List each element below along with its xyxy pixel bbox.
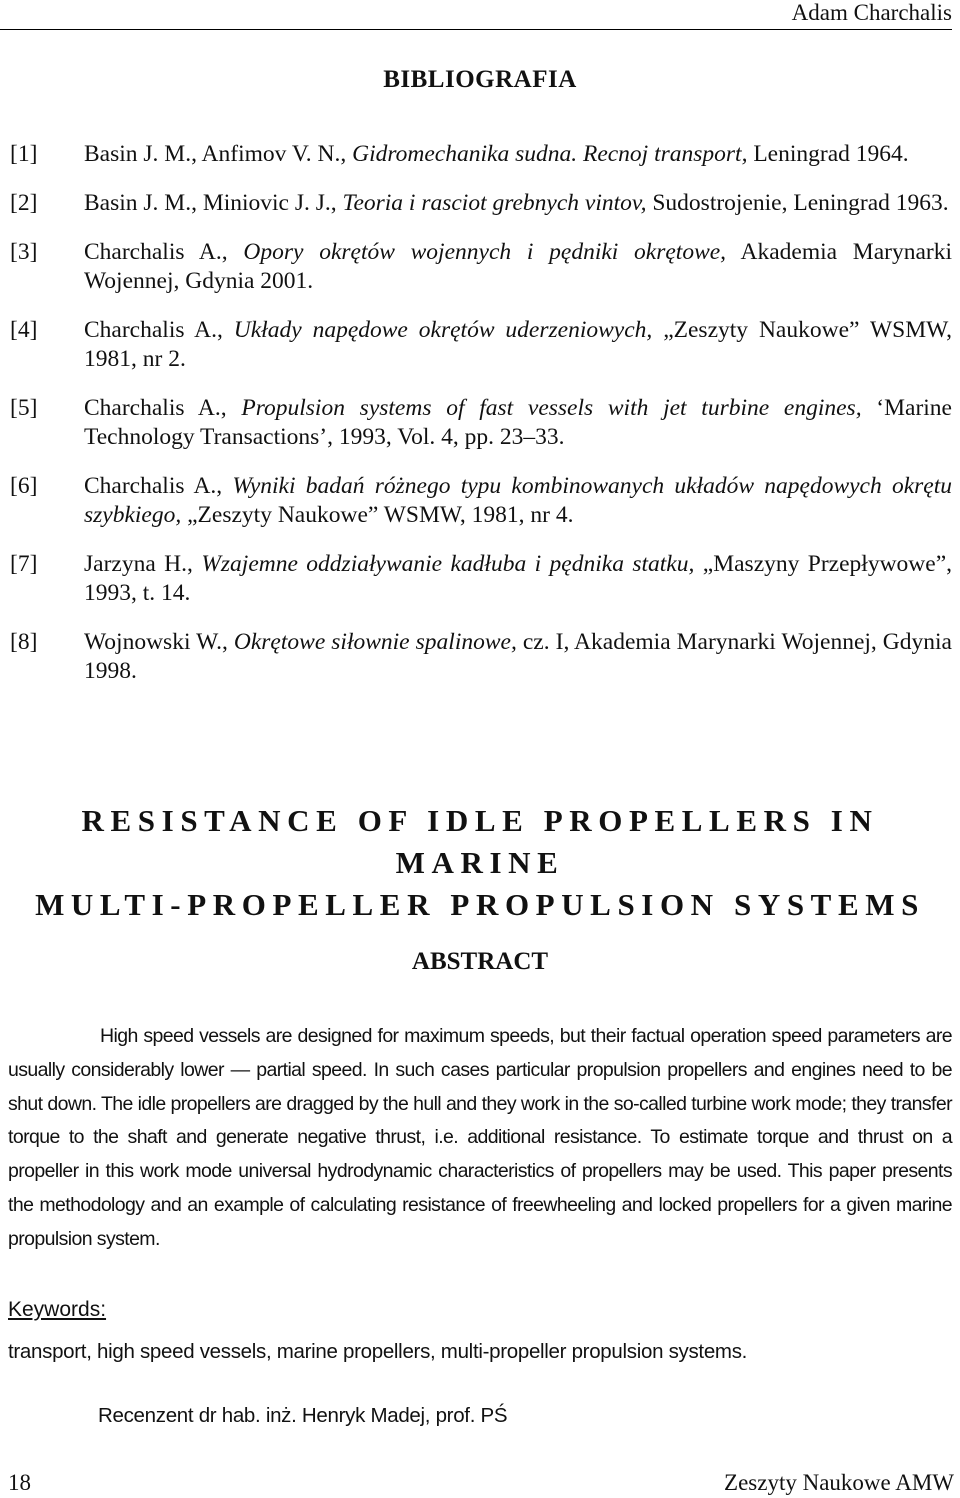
reference-details: „Zeszyty Naukowe” WSMW, 1981, nr 4. xyxy=(181,502,574,528)
reference-title: Układy napędowe okrętów uderzeniowych, xyxy=(233,317,653,343)
reference-number: [2] xyxy=(10,190,38,216)
reference-number: [7] xyxy=(10,551,38,577)
reference-list xyxy=(10,140,952,706)
reference-title: Propulsion systems of fast vessels with jet turbine engines, xyxy=(241,395,862,421)
reference-title: Opory okrętów wojennych i pędniki okrętowe, xyxy=(243,239,727,265)
reference-number: [4] xyxy=(10,317,38,343)
paper-title xyxy=(0,800,960,926)
reference-body xyxy=(84,140,952,169)
reference-authors: Charchalis A., xyxy=(84,239,244,265)
page-number: 18 xyxy=(8,1470,31,1495)
reference-item xyxy=(10,394,952,452)
keywords-text: transport, high speed vessels, marine propellers, multi-propeller propulsion systems. xyxy=(8,1340,748,1363)
reference-details: cz. I, Akademia Marynarki Wojennej, Gdynia 1998. xyxy=(84,629,952,684)
reference-number: [6] xyxy=(10,473,38,499)
reference-title: Wyniki badań różnego typu kombinowanych układów napędowych okrętu szybkiego, xyxy=(84,473,953,528)
reference-body xyxy=(84,550,952,608)
reference-details: ‘Marine Technology Transactions’, 1993, Vol. 4, pp. 23–33. xyxy=(84,395,952,450)
reference-item xyxy=(10,140,952,169)
reference-number: [8] xyxy=(10,629,38,655)
reference-details: „Maszyny Przepływowe”, 1993, t. 14. xyxy=(84,551,952,606)
reference-authors: Wojnowski W., xyxy=(84,629,234,655)
reference-title: Okrętowe siłownie spalinowe, xyxy=(233,629,517,655)
reference-item xyxy=(10,316,952,374)
reference-number: [5] xyxy=(10,395,38,421)
reference-item xyxy=(10,550,952,608)
reference-number: [1] xyxy=(10,141,38,167)
reviewer-note: Recenzent dr hab. inż. Henryk Madej, prof. PŚ xyxy=(98,1404,508,1427)
reference-details: Sudostrojenie, Leningrad 1963. xyxy=(646,190,949,216)
reference-authors: Charchalis A., xyxy=(84,395,242,421)
paper-title-line-1: RESISTANCE OF IDLE PROPELLERS IN MARINE xyxy=(81,803,879,880)
reference-item xyxy=(10,238,952,296)
reference-item xyxy=(10,472,952,530)
reference-body xyxy=(84,189,952,218)
reference-details: Akademia Marynarki Wojennej, Gdynia 2001. xyxy=(84,239,952,294)
reference-body xyxy=(84,472,952,530)
journal-name: Zeszyty Naukowe AMW xyxy=(724,1470,954,1495)
keywords-label: Keywords: xyxy=(8,1298,107,1321)
paper-title-line-2: MULTI-PROPELLER PROPULSION SYSTEMS xyxy=(35,887,925,922)
reference-title: Wzajemne oddziaływanie kadłuba i pędnika statku, xyxy=(201,551,695,577)
reference-item xyxy=(10,189,952,218)
reference-details: Leningrad 1964. xyxy=(747,141,909,167)
running-header xyxy=(0,0,952,30)
reference-authors: Basin J. M., Miniovic J. J., xyxy=(84,190,343,216)
reference-title: Gidromechanika sudna. Recnoj transport, xyxy=(352,141,748,167)
reference-body xyxy=(84,238,952,296)
reference-authors: Basin J. M., Anfimov V. N., xyxy=(84,141,353,167)
reference-authors: Jarzyna H., xyxy=(84,551,202,577)
abstract-text: High speed vessels are designed for maximum speeds, but their factual operation speed parameters are usually considerably lower — partial speed. In such cases particular propulsion propellers and engines need to be shut down. The idle propellers are dragged by the hull and they work in the so-called turbine work mode; they transfer torque to the shaft and generate negative thrust, i.e. additional resistance. To estimate torque and thrust on a propeller in this work mode universal hydrodynamic characteristics of propellers may be used. This paper presents the methodology and an example of calculating resistance of freewheeling and locked propellers for a given marine propulsion system. xyxy=(8,1025,952,1250)
reference-title: Teoria i rasciot grebnych vintov, xyxy=(342,190,647,216)
reference-authors: Charchalis A., xyxy=(84,317,234,343)
reference-body xyxy=(84,394,952,452)
abstract-heading: ABSTRACT xyxy=(411,948,549,975)
reference-authors: Charchalis A., xyxy=(84,473,233,499)
bibliography-heading: BIBLIOGRAFIA xyxy=(383,66,577,93)
reference-body xyxy=(84,316,952,374)
reference-details: „Zeszyty Naukowe” WSMW, 1981, nr 2. xyxy=(84,317,952,372)
header-author: Adam Charchalis xyxy=(791,0,952,25)
reference-number: [3] xyxy=(10,239,38,265)
reference-body xyxy=(84,628,952,686)
reference-item xyxy=(10,628,952,686)
